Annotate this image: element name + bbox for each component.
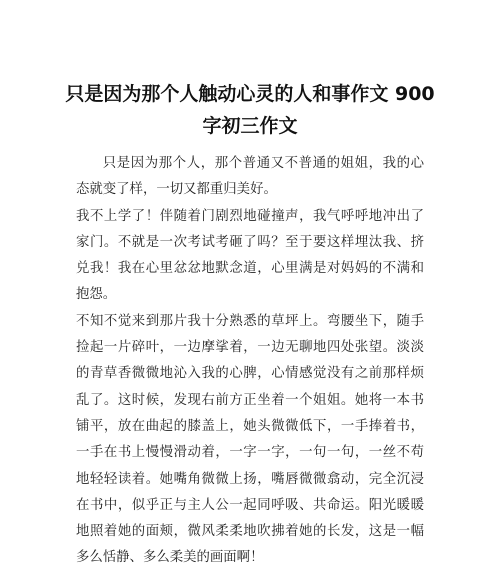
- article-title-line-2: 字初三作文: [202, 115, 298, 137]
- article-title-line-1: 只是因为那个人触动心灵的人和事作文 900: [65, 83, 435, 105]
- paragraph-on-the-lawn: 不知不觉来到那片我十分熟悉的草坪上。弯腰坐下，随手捡起一片碎叶，一边摩挲着，一边无聊地四处张望。淡淡的青草香微微地沁入我的心脾，心情感觉没有之前那样烦乱了。这时候，发现右前方正坐着一个姐姐。她将一本书铺平，放在曲起的膝盖上，她头微微低下，一手捧着书，一手在书上慢慢滑动着，一字一字，一句一句，一丝不苟地轻轻读着。她嘴角微微上扬，嘴唇微微翕动，完全沉浸在书中，似乎正与主人公一起同呼吸、共命运。阳光暖暖地照着她的面颊，微风柔柔地吹拂着她的长发，这是一幅多么恬静、多么柔美的画面啊！: [76, 313, 424, 566]
- article-title: [40, 78, 460, 142]
- article-body: [76, 151, 424, 572]
- paragraph-leaving-home: 我不上学了！伴随着门剧烈地碰撞声，我气呼呼地冲出了家门。不就是一次考试考砸了吗？至于要这样埋汰我、挤兑我！我在心里忿忿地默念道，心里满是对妈妈的不满和抱怨。: [76, 208, 424, 303]
- paragraph-intro: 只是因为那个人，那个普通又不普通的姐姐，我的心态就变了样，一切又都重归美好。: [76, 156, 424, 198]
